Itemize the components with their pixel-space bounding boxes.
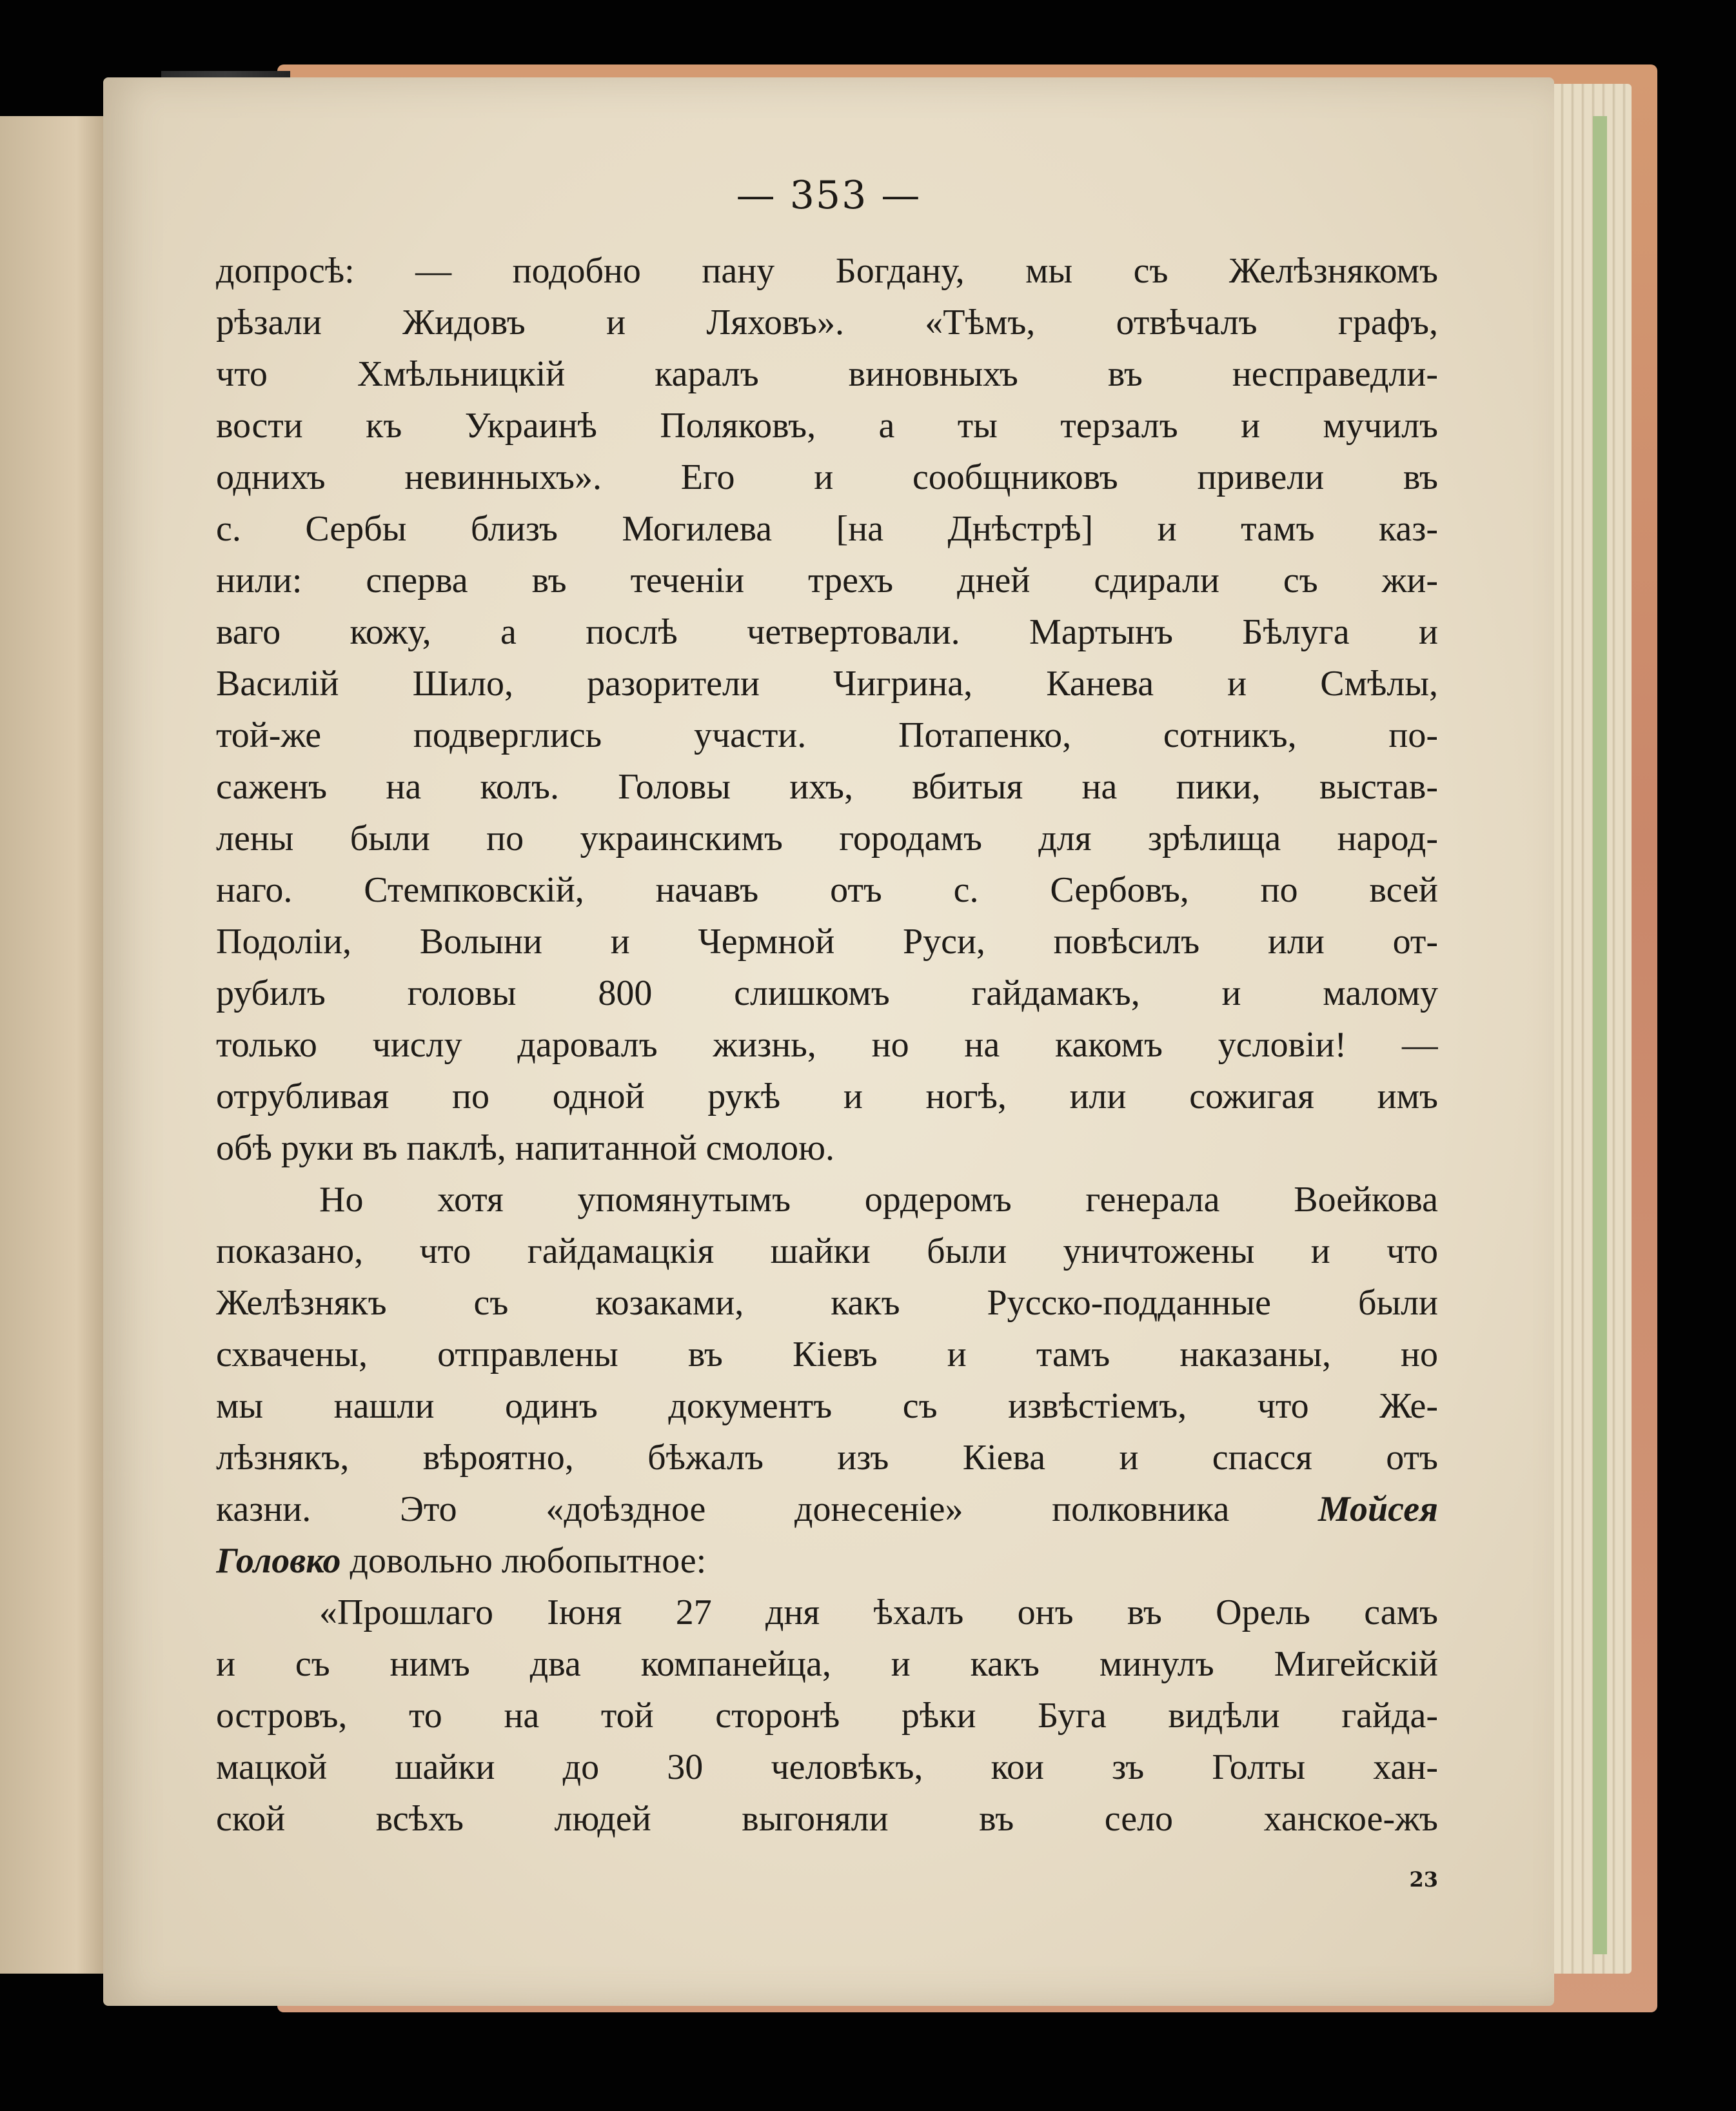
- emphasized-name: Мойсея: [1318, 1489, 1438, 1529]
- text-line: показано, что гайдамацкія шайки были уничтожены и что: [216, 1231, 1438, 1271]
- text-line: рѣзали Жидовъ и Ляховъ». «Тѣмъ, отвѣчалъ графъ,: [216, 302, 1438, 342]
- text-line: рубилъ головы 800 слишкомъ гайдамакъ, и малому: [216, 973, 1438, 1013]
- text-line: только числу даровалъ жизнь, но на какомъ условіи! —: [216, 1025, 1438, 1065]
- text-line: «Прошлаго Іюня 27 дня ѣхалъ онъ въ Орель самъ: [319, 1592, 1438, 1632]
- signature-mark: 23: [1409, 1867, 1438, 1892]
- emphasized-name: Головко: [216, 1541, 341, 1581]
- text-line: мы нашли одинъ документъ съ извѣстіемъ, что Же-: [216, 1386, 1438, 1426]
- text-line: вости къ Украинѣ Поляковъ, а ты терзалъ и мучилъ: [216, 406, 1438, 446]
- text-line: лѣзнякъ, вѣроятно, бѣжалъ изъ Кіева и спасся отъ: [216, 1438, 1438, 1478]
- book-page: [103, 77, 1554, 2006]
- text-line: ской всѣхъ людей выгоняли въ село ханское-жъ: [216, 1799, 1438, 1839]
- text-line: обѣ руки въ паклѣ, напитанной смолою.: [216, 1128, 834, 1168]
- green-page-edge: [1593, 116, 1607, 1954]
- text-line: лены были по украинскимъ городамъ для зрѣлища народ-: [216, 818, 1438, 858]
- left-page-edge: [0, 116, 110, 1974]
- text-line: [216, 1535, 1438, 1587]
- text-line: ваго кожу, а послѣ четвертовали. Мартынъ Бѣлуга и: [216, 612, 1438, 652]
- text-line: нили: сперва въ теченіи трехъ дней сдирали съ жи-: [216, 560, 1438, 600]
- text-span: довольно любопытное:: [340, 1541, 707, 1581]
- text-line: с. Сербы близъ Могилева [на Днѣстрѣ] и тамъ каз-: [216, 509, 1438, 549]
- page-number-header: — 353 —: [736, 173, 922, 218]
- text-line: схвачены, отправлены въ Кіевъ и тамъ наказаны, но: [216, 1334, 1438, 1374]
- text-line: той-же подверглись участи. Потапенко, сотникъ, по-: [216, 715, 1438, 755]
- text-line: допросѣ: — подобно пану Богдану, мы съ Желѣзнякомъ: [216, 251, 1438, 291]
- text-line: Желѣзнякъ съ козаками, какъ Русско-подданные были: [216, 1283, 1438, 1323]
- text-line: однихъ невинныхъ». Его и сообщниковъ привели въ: [216, 457, 1438, 497]
- text-line: и съ нимъ два компанейца, и какъ минулъ Мигейскій: [216, 1644, 1438, 1684]
- text-line: мацкой шайки до 30 человѣкъ, кои зъ Голты хан-: [216, 1747, 1438, 1787]
- text-line: островъ, то на той сторонѣ рѣки Буга видѣли гайда-: [216, 1696, 1438, 1736]
- text-line: саженъ на колъ. Головы ихъ, вбитыя на пики, выстав-: [216, 767, 1438, 807]
- text-line: Подоліи, Волыни и Чермной Руси, повѣсилъ или от-: [216, 922, 1438, 962]
- text-line: что Хмѣльницкій каралъ виновныхъ въ несправедли-: [216, 354, 1438, 394]
- text-line: Василій Шило, разорители Чигрина, Канева и Смѣлы,: [216, 664, 1438, 704]
- text-line: наго. Стемпковскій, начавъ отъ с. Сербовъ, по всей: [216, 870, 1438, 910]
- text-line: [216, 1483, 1438, 1535]
- text-span: казни. Это «доѣздное донесеніе» полковника: [216, 1489, 1319, 1529]
- text-line: Но хотя упомянутымъ ордеромъ генерала Воейкова: [319, 1180, 1438, 1220]
- page-text-body: [216, 245, 1438, 1845]
- text-line: отрубливая по одной рукѣ и ногѣ, или сожигая имъ: [216, 1076, 1438, 1116]
